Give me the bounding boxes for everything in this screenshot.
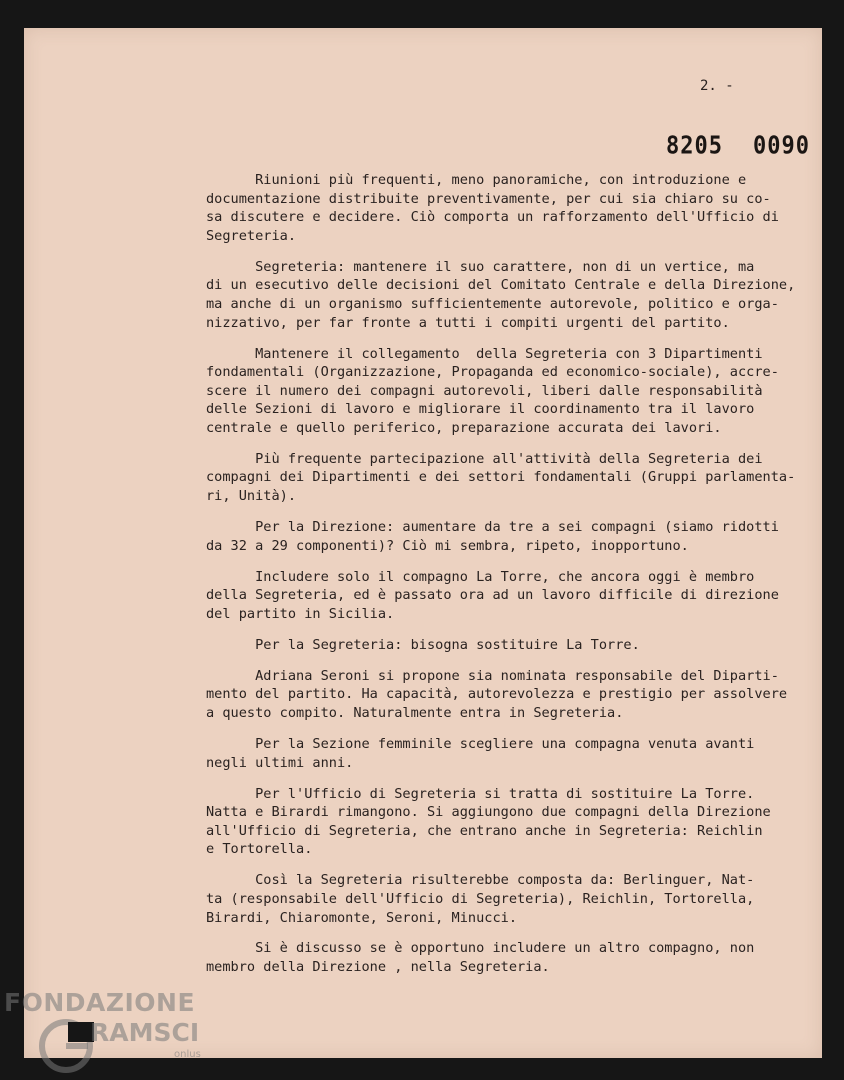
gramsci-g-logo-icon [38,1018,94,1074]
fondazione-gramsci-watermark [4,988,224,1078]
archive-code-2: 0090 [752,132,810,160]
document-body [206,171,796,989]
paragraph: Più frequente partecipazione all'attività della Segreteria dei compagni dei Dipartimenti e dei settori fondamentali (Gruppi parlamenta- ri, Unità). [206,450,796,505]
paragraph: Segreteria: mantenere il suo carattere, non di un vertice, ma di un esecutivo delle decisioni del Comitato Centrale e della Direzione, ma anche di un organismo sufficientemente autorevole, politico e orga- nizzativo, per far fronte a tutti i compiti urgenti del partito. [206,258,796,331]
watermark-line-2: RAMSCI [90,1018,200,1047]
paragraph: Per la Sezione femminile scegliere una compagna venuta avanti negli ultimi anni. [206,735,755,771]
archive-stamp [666,132,810,160]
paragraph: Mantenere il collegamento della Segreteria con 3 Dipartimenti fondamentali (Organizzazione, Propaganda ed economico-sociale), accre- scere il numero dei compagni autorevoli, liberi dalle responsabilità delle Sezioni di lavoro e migliorare il coordinamento tra il lavoro centrale e quello periferico, preparazione accurata dei lavori. [206,345,779,436]
paragraph: Adriana Seroni si propone sia nominata responsabile del Diparti- mento del partito. Ha capacità, autorevolezza e prestigio per assolvere a questo compito. Naturalmente entra in Segreteria. [206,667,788,721]
watermark-suffix: onlus [174,1049,201,1060]
paragraph: Per la Segreteria: bisogna sostituire La Torre. [206,636,640,653]
archive-code-1: 8205 [666,132,723,160]
paragraph: Per la Direzione: aumentare da tre a sei compagni (siamo ridotti da 32 a 29 componenti)? Ciò mi sembra, ripeto, inopportuno. [206,519,779,554]
paragraph: Riunioni più frequenti, meno panoramiche, con introduzione e documentazione distribuite preventivamente, per cui sia chiaro su co- sa discutere e decidere. Ciò comporta un rafforzamento dell'Ufficio di Segreteria. [206,172,779,244]
paragraph: Così la Segreteria risulterebbe composta da: Berlinguer, Nat- ta (responsabile dell'Ufficio di Segreteria), Reichlin, Tortorella, Birardi, Chiaromonte, Seroni, Minucci. [206,872,755,926]
paragraph: Includere solo il compagno La Torre, che ancora oggi è membro della Segreteria, ed è passato ora ad un lavoro difficile di direzione del partito in Sicilia. [206,568,779,622]
paragraph: Per l'Ufficio di Segreteria si tratta di sostituire La Torre. Natta e Birardi rimangono. Si aggiungono due compagni della Direzione all'Ufficio di Segreteria, che entrano anche in Segreteria: Reichlin e Tortorella. [206,785,771,858]
watermark-line-1: FONDAZIONE [4,988,196,1017]
page-number: 2. - [700,78,734,94]
paragraph: Si è discusso se è opportuno includere un altro compagno, non membro della Direzione , nella Segreteria. [206,940,755,976]
